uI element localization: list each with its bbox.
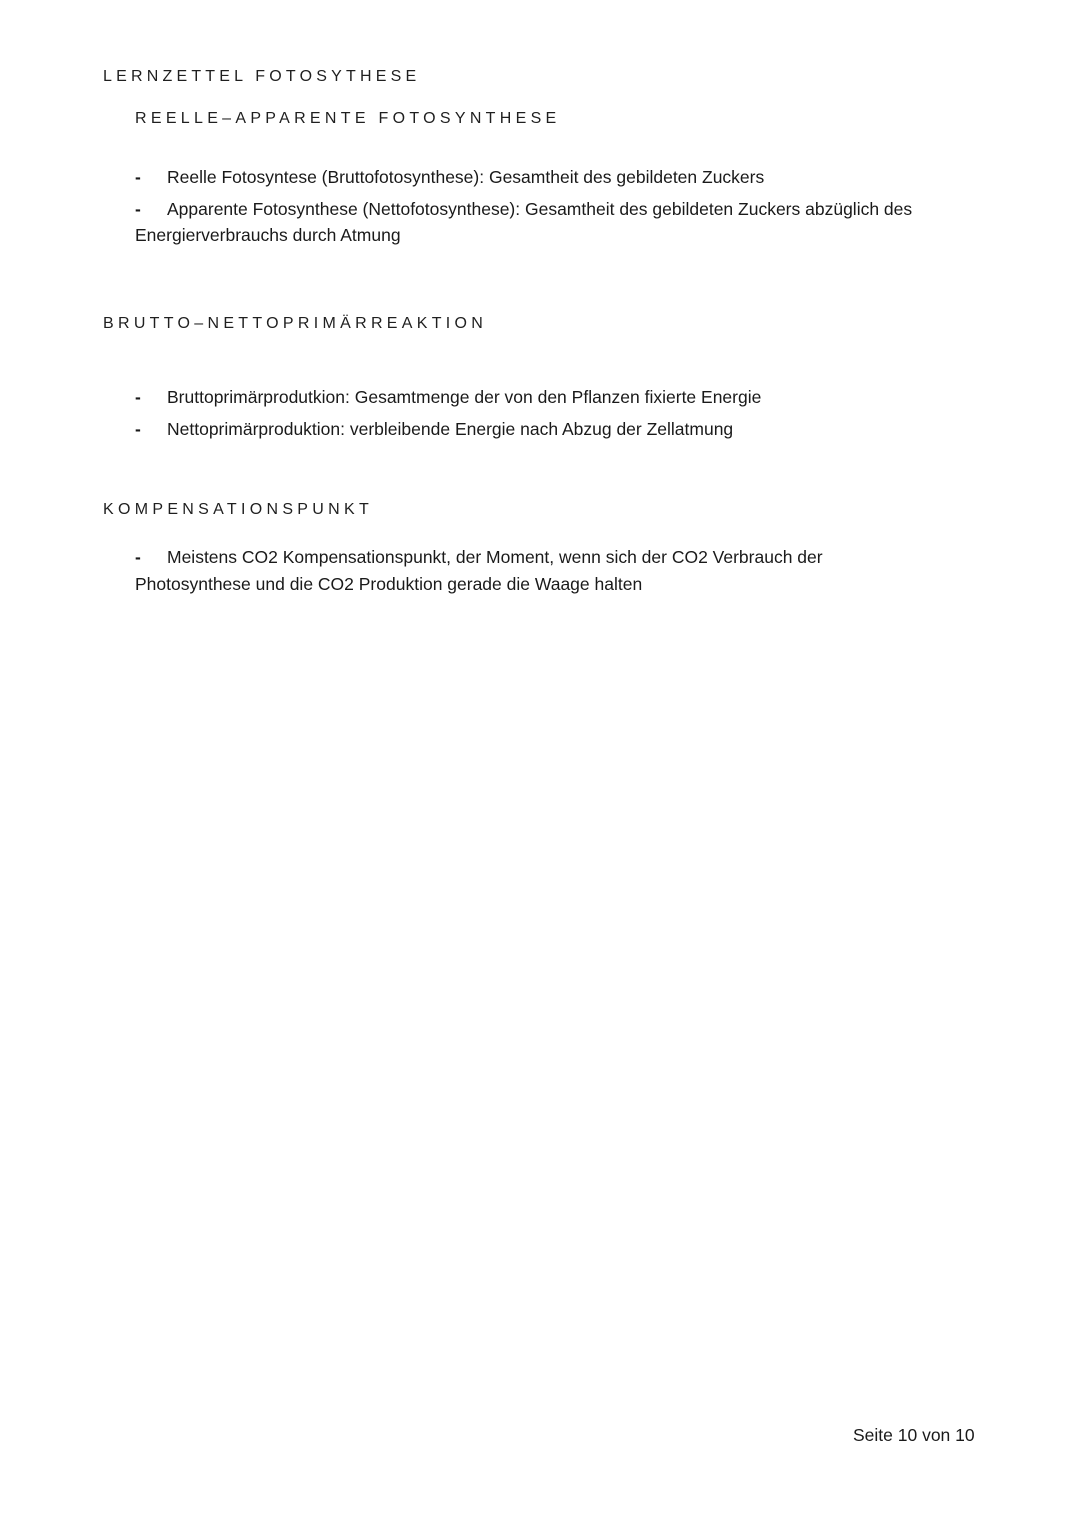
page-number: Seite 10 von 10 [853, 1425, 975, 1445]
list-item-continuation: Photosynthese und die CO2 Produktion gerade die Waage halten [135, 574, 643, 594]
section-heading-reelle-apparente: REELLE–APPARENTE FOTOSYNTHESE [135, 110, 561, 127]
list-item-continuation: Energierverbrauchs durch Atmung [135, 225, 401, 245]
list-item-text: Apparente Fotosynthese (Nettofotosynthese): Gesamtheit des gebildeten Zuckers abzüglich des [167, 199, 913, 219]
list-item-text: Bruttoprimärprodutkion: Gesamtmenge der von den Pflanzen fixierte Energie [167, 387, 762, 407]
section-heading-brutto-netto: BRUTTO–NETTOPRIMÄRREAKTION [103, 315, 488, 332]
bullet-dash: - [135, 167, 141, 187]
document-title: LERNZETTEL FOTOSYTHESE [103, 68, 421, 85]
list-item [135, 416, 733, 442]
list-item [135, 544, 823, 570]
list-item [135, 164, 764, 190]
list-item-text: Reelle Fotosyntese (Bruttofotosynthese): Gesamtheit des gebildeten Zuckers [167, 167, 765, 187]
bullet-dash: - [135, 387, 141, 407]
list-item [135, 196, 912, 222]
bullet-dash: - [135, 199, 141, 219]
list-item [135, 384, 761, 410]
bullet-dash: - [135, 547, 141, 567]
list-item-text: Meistens CO2 Kompensationspunkt, der Moment, wenn sich der CO2 Verbrauch der [167, 547, 823, 567]
bullet-dash: - [135, 419, 141, 439]
list-item-text: Nettoprimärproduktion: verbleibende Energie nach Abzug der Zellatmung [167, 419, 734, 439]
section-heading-kompensationspunkt: KOMPENSATIONSPUNKT [103, 501, 374, 518]
